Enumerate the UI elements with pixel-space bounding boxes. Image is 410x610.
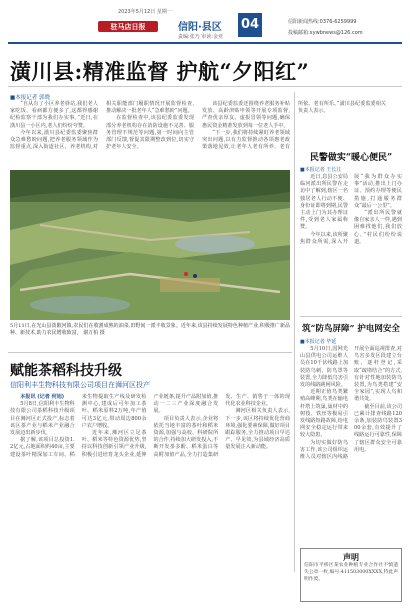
notice-box	[300, 548, 402, 602]
bottom-byline: 本报讯 (记者 何旭)	[20, 394, 65, 400]
bottom-body	[10, 394, 290, 594]
lead-paragraph: 今年以来,潢川县纪委监委聚焦群众急难愁盼问题,把养老服务领域作为监督重点,深入街道社区、养老机构,对相关职能部门履职情况开展监督检查,推动解决一批老年人“急难愁盼”问题。	[10, 101, 194, 151]
farm-photo	[10, 170, 290, 320]
side1-paragraph: “派出所民警就像自家亲人一样,遇到困难找他们,我们放心。”村民们纷纷说道。	[354, 210, 402, 245]
section-name: 信阳·县区	[178, 22, 222, 33]
lead-paragraph: 在监督检查中,该县纪委监委发现部分养老机构存在消防设施不完善、服务管理不规范等问题,第一时间向主管部门反馈,督促其限期整改到位,切实守护老年人安全。	[106, 115, 194, 151]
side2-paragraph: 截至目前,该公司已累计排查线路120余条,加装防鸟装置300余套,有效提升了线路运行可靠性,保障了辖区群众安全可靠用电。	[354, 403, 402, 453]
side1-headline: 民警做实“暖心便民”	[309, 153, 393, 163]
side2-byline: ■本报记者 毕延	[300, 339, 337, 345]
submission-email: 投稿邮箱:xywbnews@126.com	[288, 30, 363, 36]
lead-paragraph: “自从有了小区养老驿站,我们老人家吃饭、看病都方便多了,这都得感谢纪检监察干部为我们办实事。”近日,在潢川县一小区内,老人们纷纷夸赞。	[10, 101, 98, 129]
masthead-date: 2023年5月12日 星期一	[118, 9, 172, 15]
bottom-story-rule	[8, 352, 292, 353]
side1-byline: ■本报记者 王长江	[300, 167, 342, 173]
headline-rule	[8, 86, 402, 87]
masthead-rule	[8, 42, 402, 44]
side2-paragraph: 近期正值鸟类繁殖高峰期,鸟类在输电杆塔上筑巢,巢材中的树枝、铁丝等极易引发线路短路故障,给电网安全稳定运行带来较大隐患。	[300, 389, 348, 439]
lead-headline: 潢川县:精准监督 护航“夕阳红”	[10, 59, 310, 84]
lead-paragraph: 该县纪委监委还围绕养老服务补贴发放、高龄津贴申领等开展专项监督,严查优亲厚友、虚报冒领等问题,确保惠民资金精准发放到每一位老人手中。	[202, 101, 290, 129]
page-number: 04	[238, 13, 262, 37]
news-hotline: 信阳新闻热线:0376-6259999	[288, 19, 357, 25]
side1-paragraph: 近日,息县公安局临河派出所民警在走访中了解到,辖区一名独居老人行动不便、身份证即将到期,民警主动上门为其办理证件,受到老人家属称赞。	[300, 174, 348, 231]
bottom-paragraph: 5月8日,信阳利丰生物科技有限公司茶稻科技升级项目在浉河区正式投产,标志着该区茶产业与稻米产业融合发展迈出新步伐。	[10, 401, 75, 437]
side2-body	[300, 346, 402, 542]
notice-text: 信阳市平桥区某农业种植专业合作社不慎遗失公章一枚,编号:411503000XXXX,特此声明作废。	[304, 563, 398, 582]
bottom-paragraph: 项目负责人表示,企业将依托当地丰富的茶叶和稻米资源,加强与高校、科研院所的合作,持续加大研发投入,不断开发茶多酚、稻米蛋白等高附加值产品,全力打造集研发、生产、销售于一体的现代化农业科技企业。	[153, 394, 290, 458]
side2-paragraph: 5月10日,国网光山县供电公司运维人员在10千伏线路上加装防鸟刺、防鸟罩等装置,全力降低鸟害引发的线路跳闸风险。	[300, 346, 348, 389]
photo-caption: 5月11日,在光山县泼陂河镇,农民们在收割成熟的油菜,田野间一派丰收景象。近年来,该县持续发展特色种植产业,积极推广新品种、新技术,助力农民增收致富。 谢万柏 摄	[10, 323, 290, 336]
lead-byline: ■本报记者 郭晓	[10, 95, 50, 101]
side1-paragraph: 今年以来,该所聚焦群众所需,深入开展“我为群众办实事”活动,推出上门办证、预约办理等便民措施,打通服务群众“最后一公里”。	[300, 174, 402, 245]
side-story-rule	[300, 316, 402, 317]
side2-headline: 筑“防鸟屏障” 护电网安全	[302, 324, 400, 334]
bottom-paragraph: 浉河区相关负责人表示,下一步,该区将持续优化营商环境,强化要素保障,做好项目跟踪服务,全力推动项目早达产、早见效,为县域经济高质量发展注入新动能。	[225, 408, 290, 451]
masthead-editors: 责编:张乃 审读:金亚	[178, 34, 223, 40]
lead-paragraph: “下一步,我们将持续紧盯养老领域突出问题,以有力监督推动各项惠老政策落地见效,让老年人老有所养、老有所依、老有所乐。”潢川县纪委监委相关负责人表示。	[202, 101, 386, 151]
notice-title: 声明	[343, 552, 359, 562]
bottom-headline: 赋能茶稻科技升级	[10, 363, 122, 379]
bottom-paragraph: 据了解,该项目总投资1.2亿元,占地面积约40亩,主要建设茶叶精深加工车间、稻米生物提取生产线及研发检测中心,建成后可年加工茶叶、稻米原料2万吨,年产值可达3亿元,带动周边800余户农户增收。	[10, 394, 147, 458]
masthead-logo: 驻马店日报	[98, 21, 158, 32]
side2-paragraph: 为切实做好防鸟害工作,该公司组织运维人员对辖区内线路开展全面巡视排查,对鸟害多发区段建立台账、逐杆登记,采取“疏堵结合”的方式,有针对性地加装防鸟装置,为鸟类搭建“安全家园”,实现人鸟和谐共处。	[300, 346, 402, 461]
side1-body	[300, 174, 402, 312]
sidebar-divider	[294, 92, 295, 572]
bottom-subhead: 信阳利丰生物科技有限公司项目在浉河区投产	[10, 381, 150, 389]
bottom-paragraph: 近年来,浉河区立足茶叶、稻米等特色资源优势,坚持以科技创新引领产业升级,积极引进培育龙头企业,延伸产业链条,提升产品附加值,推动一二三产业深度融合发展。	[81, 394, 219, 458]
